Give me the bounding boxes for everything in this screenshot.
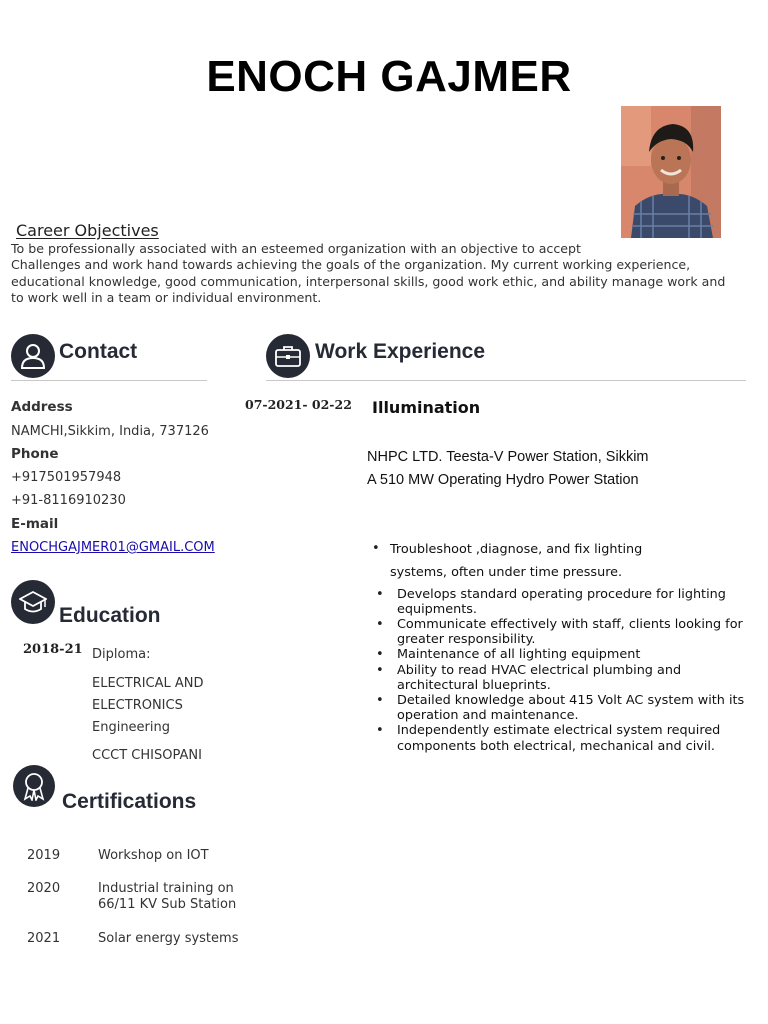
objective-line: educational knowledge, good communication, interpersonal skills, good work ethic, and ability manage work and: [11, 273, 726, 289]
work-role: Illumination: [372, 398, 481, 417]
work-bullet-continued: operation and maintenance.: [397, 708, 579, 723]
person-icon: [11, 334, 55, 378]
candidate-name: ENOCH GAJMER: [206, 52, 572, 101]
graduation-cap-icon: [11, 580, 55, 624]
work-bullet-continued: architectural blueprints.: [397, 678, 551, 693]
education-field-line3: Engineering: [92, 720, 170, 735]
career-objectives-text: [11, 241, 759, 307]
briefcase-icon: [266, 334, 310, 378]
phone-value-2: +91-8116910230: [11, 493, 126, 508]
address-label: Address: [11, 399, 73, 415]
address-value: NAMCHI,Sikkim, India, 737126: [11, 424, 209, 439]
email-link[interactable]: ENOCHGAJMER01@GMAIL.COM: [11, 540, 215, 555]
work-divider: [266, 380, 746, 381]
bullet-dot: •: [376, 663, 384, 678]
work-bullet-continued: systems, often under time pressure.: [390, 565, 623, 580]
work-bullet-continued: equipments.: [397, 602, 477, 617]
bullet-dot: •: [376, 587, 384, 602]
work-bullet-continued: greater responsibility.: [397, 632, 536, 647]
education-institute: CCCT CHISOPANI: [92, 748, 202, 763]
certification-year: 2019: [27, 848, 61, 863]
work-station: A 510 MW Operating Hydro Power Station: [367, 472, 639, 488]
work-bullet: Detailed knowledge about 415 Volt AC system with its: [397, 693, 745, 708]
certification-year: 2020: [27, 881, 61, 896]
work-bullet: Troubleshoot ,diagnose, and fix lighting: [390, 542, 643, 557]
education-field-line2: ELECTRONICS: [92, 698, 183, 713]
certification-year: 2021: [27, 931, 61, 946]
objective-line: To be professionally associated with an esteemed organization with an objective to accept: [11, 241, 581, 256]
career-objectives-heading: Career Objectives: [16, 221, 159, 240]
education-year: 2018-21: [23, 642, 83, 657]
work-dates: 07-2021- 02-22: [245, 397, 352, 412]
bullet-dot: •: [376, 647, 384, 662]
work-bullet: Ability to read HVAC electrical plumbing and: [397, 663, 682, 678]
bullet-dot: •: [372, 541, 380, 556]
award-ribbon-icon: [13, 765, 55, 807]
education-field-line1: ELECTRICAL AND: [92, 676, 204, 691]
contact-divider: [11, 380, 207, 381]
work-experience-heading: Work Experience: [315, 340, 486, 363]
contact-heading: Contact: [59, 340, 138, 363]
education-heading: Education: [59, 604, 161, 627]
certification-title: Workshop on IOT: [98, 848, 209, 863]
certification-title: Industrial training on: [98, 881, 234, 896]
work-company: NHPC LTD. Teesta-V Power Station, Sikkim: [367, 449, 649, 465]
work-bullet-continued: components both electrical, mechanical and civil.: [397, 739, 715, 754]
work-bullet: Develops standard operating procedure for lighting: [397, 587, 726, 602]
phone-value-1: +917501957948: [11, 470, 122, 485]
certification-title-line2: 66/11 KV Sub Station: [98, 897, 237, 912]
objective-line: to work well in a team or individual environment.: [11, 290, 322, 306]
certifications-heading: Certifications: [62, 790, 197, 813]
objective-line: Challenges and work hand towards achieving the goals of the organization. My current working experience,: [11, 257, 691, 273]
profile-photo: [621, 106, 721, 238]
certification-title: Solar energy systems: [98, 931, 239, 946]
work-bullet: Maintenance of all lighting equipment: [397, 647, 641, 662]
bullet-dot: •: [376, 723, 384, 738]
phone-label: Phone: [11, 446, 59, 462]
work-bullet: Independently estimate electrical system required: [397, 723, 721, 738]
work-bullet: Communicate effectively with staff, clients looking for: [397, 617, 743, 632]
bullet-dot: •: [376, 693, 384, 708]
email-label: E-mail: [11, 516, 59, 532]
education-degree: Diploma:: [92, 647, 151, 662]
bullet-dot: •: [376, 617, 384, 632]
